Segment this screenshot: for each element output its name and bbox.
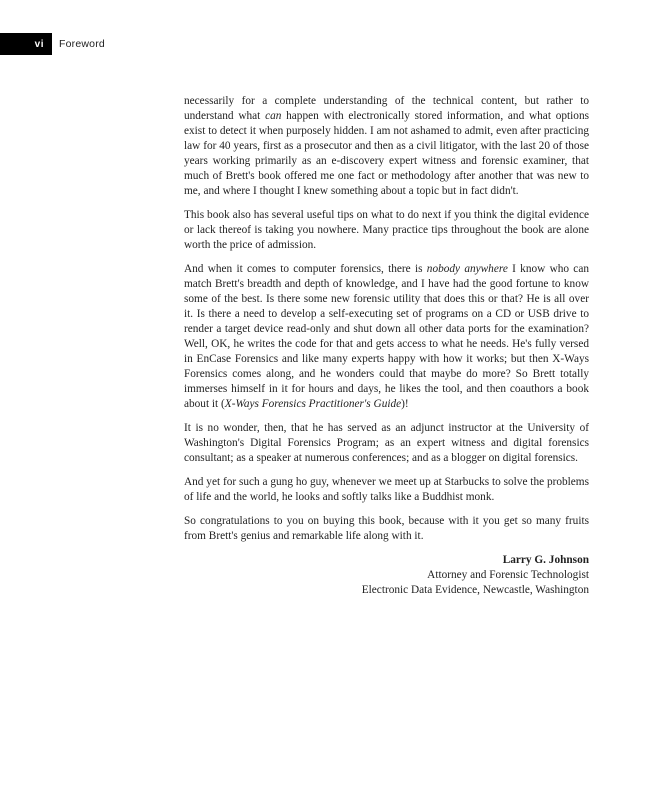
- section-title: Foreword: [59, 38, 105, 50]
- paragraph-6: So congratulations to you on buying this book, because with it you get so many fruits from Brett's genius and remarkable life along with it.: [184, 515, 589, 542]
- signature-name: Larry G. Johnson: [502, 554, 589, 566]
- paragraph-5: And yet for such a gung ho guy, whenever we meet up at Starbucks to solve the problems of life and the world, he looks and softly talks like a Buddhist monk.: [184, 476, 589, 503]
- signature-block: [184, 553, 589, 598]
- paragraph-4: It is no wonder, then, that he has served as an adjunct instructor at the University of Washington's Digital Forensics Program; as an expert witness and digital forensics consultant; as a speaker at numerous conferences; and as a blogger on digital forensics.: [184, 422, 589, 464]
- paragraph-3: And when it comes to computer forensics, there is nobody anywhere I know who can match Brett's breadth and depth of knowledge, and I have had the good fortune to know some of the best. Is there some new forensic utility that does this or that? He is all over it. Is there a need to develop a self-executing set of programs on a CD or USB drive to render a target device read-only and shut down all other data ports for the examination? Well, OK, he writes the code for that and gets access to what he needs. He's fully versed in EnCase Forensics and like many experts happy with how it works; but then X-Ways Forensics comes along, and he wonders could that maybe do more? So Brett totally immerses himself in it for hours and days, he likes the tool, and then coauthors a book about it (X-Ways Forensics Practitioner's Guide)!: [184, 263, 589, 410]
- signature-title: Attorney and Forensic Technologist: [427, 569, 589, 581]
- paragraph-2: This book also has several useful tips on what to do next if you think the digital evidence or lack thereof is taking you nowhere. Many practice tips throughout the book are alone worth the price of admission.: [184, 209, 589, 251]
- page-number: vi: [34, 38, 44, 50]
- foreword-body: [184, 94, 589, 598]
- page-number-tab: [0, 33, 52, 55]
- paragraph-1: necessarily for a complete understanding of the technical content, but rather to understand what can happen with electronically stored information, and what options exist to detect it when purposely hidden. I am not ashamed to admit, even after practicing law for 40 years, first as a prosecutor and then as a civil litigator, with the last 20 of those years working primarily as an e-discovery expert witness and forensic examiner, that much of Brett's book offered me one fact or methodology after another that was new to me, and where I thought I knew something about a topic but in fact didn't.: [184, 95, 589, 197]
- running-head: [0, 33, 105, 55]
- signature-organization: Electronic Data Evidence, Newcastle, Washington: [361, 584, 589, 596]
